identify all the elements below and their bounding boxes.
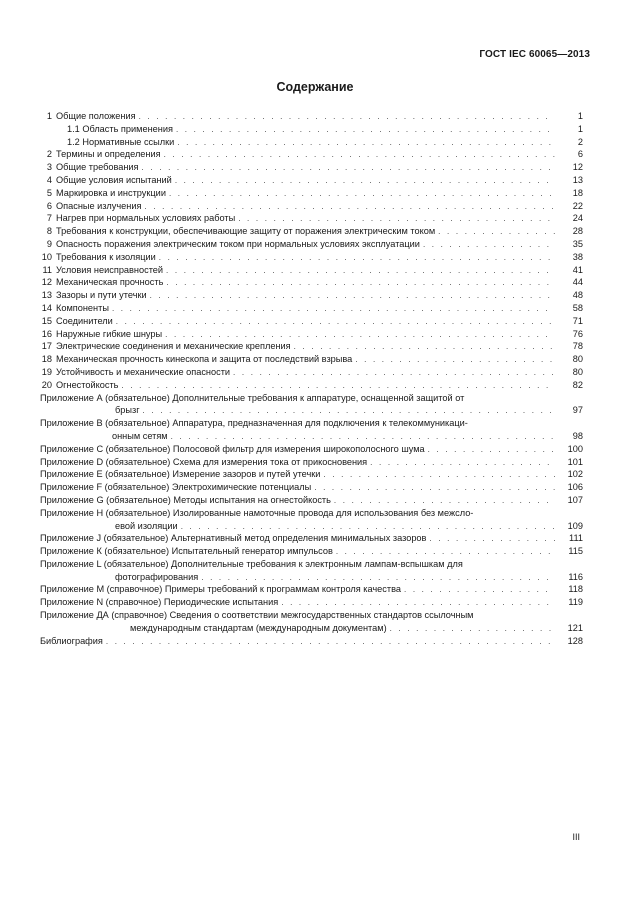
toc-entry-title: Компоненты [56, 302, 109, 313]
toc-entry-page: 24 [572, 213, 583, 224]
toc-entry-page: 71 [572, 315, 583, 326]
toc-entry-title: Огнестойкость [56, 379, 119, 390]
toc-entry-number: 9 [46, 238, 52, 249]
appendix-page: 128 [567, 635, 583, 646]
toc-entry-number: 5 [46, 187, 52, 198]
toc-entry-page: 22 [572, 200, 583, 211]
appendix-entry-continuation [40, 571, 583, 584]
appendix-title-continuation: фотографирования [115, 571, 199, 582]
appendix-title-continuation: брызг [115, 405, 140, 416]
toc-entry-number: 2 [46, 149, 52, 160]
toc-entry-page: 44 [572, 277, 583, 288]
toc-entry[interactable] [40, 148, 583, 161]
toc-entry-page: 1 [577, 111, 583, 121]
appendix-entry[interactable] [40, 558, 583, 571]
toc-entry-title: Общие требования [56, 162, 139, 173]
appendix-page: 116 [568, 571, 583, 582]
appendix-entry[interactable] [40, 392, 583, 405]
toc-entry-title: Механическая прочность кинескопа и защита от последствий взрыва [56, 354, 353, 365]
toc-entry-page: 6 [577, 149, 583, 160]
appendix-title: Приложение Н (обязательное) Изолированные намоточные провода для использования без межсло- [40, 507, 474, 518]
appendix-entry[interactable] [40, 481, 583, 494]
toc-entry[interactable] [40, 225, 583, 238]
toc-entry[interactable] [40, 251, 583, 264]
toc-entry-page: 38 [572, 251, 583, 262]
appendix-page: 111 [569, 533, 583, 544]
toc-entry[interactable] [40, 315, 583, 328]
toc-entry[interactable] [40, 187, 583, 200]
appendix-entry-continuation [40, 622, 583, 635]
toc-entry-page: 58 [572, 302, 583, 313]
toc-entry-number: 16 [41, 328, 52, 339]
toc-entry-page: 48 [572, 290, 583, 301]
appendix-page: 118 [568, 584, 583, 595]
standard-designation: ГОСТ IEC 60065—2013 [479, 49, 590, 60]
toc-entry-number: 19 [41, 366, 52, 377]
toc-entry-number: 20 [41, 379, 52, 390]
toc-entry-page: 80 [572, 354, 583, 365]
toc-entry-title: Требования к изоляции [56, 251, 156, 262]
appendix-entry[interactable] [40, 609, 583, 622]
appendix-title: Приложение G (обязательное) Методы испытания на огнестойкость [40, 494, 331, 505]
appendix-title: Приложение М (справочное) Примеры требований к программам контроля качества [40, 584, 401, 595]
toc-entry-number: 1 [46, 111, 52, 121]
appendix-page: 115 [568, 546, 583, 557]
toc-entry-title: Электрические соединения и механические крепления [56, 341, 291, 352]
toc-entry-title: Требования к конструкции, обеспечивающие защиту от поражения электрическим током [56, 226, 436, 237]
appendix-title: Приложение ДА (справочное) Сведения о соответствии межгосударственных стандартов ссылочным [40, 610, 474, 621]
appendix-entry-continuation [40, 520, 583, 533]
toc-entry[interactable] [40, 302, 583, 315]
toc-entry-title: Механическая прочность [56, 277, 164, 288]
toc-entry[interactable] [40, 366, 583, 379]
toc-entry[interactable] [40, 110, 583, 123]
appendix-title: Приложение N (справочное) Периодические испытания [40, 597, 279, 608]
toc-entry-page: 12 [572, 162, 583, 173]
toc-entry-title: 1.1 Область применения [67, 123, 173, 134]
appendix-title: Приложение В (обязательное) Аппаратура, предназначенная для подключения к телекоммуникаци- [40, 418, 468, 429]
toc-entry[interactable] [40, 340, 583, 353]
appendix-page: 106 [567, 482, 583, 493]
appendix-title: Приложение А (обязательное) Дополнительные требования к аппаратуре, оснащенной защитой от [40, 392, 465, 403]
appendix-page: 119 [568, 597, 583, 608]
appendix-entry[interactable] [40, 468, 583, 481]
toc-entry-page: 13 [572, 174, 583, 185]
toc-entry-title: Соединители [56, 315, 113, 326]
toc-entry-title: Общие условия испытаний [56, 174, 172, 185]
appendix-page: 97 [572, 405, 583, 416]
toc-entry-title: Устойчивость и механические опасности [56, 366, 231, 377]
toc-entry-title: Маркировка и инструкции [56, 187, 166, 198]
toc-entry[interactable] [40, 161, 583, 174]
appendix-title: Приложение F (обязательное) Электрохимические потенциалы [40, 482, 312, 493]
toc-entry-page: 18 [572, 187, 583, 198]
appendix-page: 102 [567, 469, 583, 480]
toc-entry-number: 17 [41, 341, 52, 352]
appendix-title: Библиография [40, 635, 103, 646]
toc-entry-title: 1.2 Нормативные ссылки [67, 136, 175, 147]
toc-entry-number: 11 [42, 264, 52, 275]
appendix-page: 101 [567, 456, 583, 467]
appendix-title: Приложение Е (обязательное) Измерение зазоров и путей утечки [40, 469, 321, 480]
toc-entry[interactable] [40, 123, 583, 136]
appendix-title: Приложение К (обязательное) Испытательный генератор импульсов [40, 546, 333, 557]
appendix-entry[interactable] [40, 456, 583, 469]
bibliography-entry[interactable] [40, 635, 583, 648]
toc-entry[interactable] [40, 379, 583, 392]
toc-entry-page: 28 [572, 226, 583, 237]
toc-entry[interactable] [40, 200, 583, 213]
toc-entry-title: Опасность поражения электрическим током при нормальных условиях эксплуатации [56, 238, 420, 249]
appendix-entry[interactable] [40, 545, 583, 558]
page-number: III [572, 832, 580, 842]
toc-entry-number: 13 [41, 290, 52, 301]
appendix-page: 107 [567, 494, 583, 505]
toc-entry-title: Условия неисправностей [56, 264, 164, 275]
toc-entry-number: 3 [46, 162, 52, 173]
toc-entry-title: Нагрев при нормальных условиях работы [56, 213, 236, 224]
toc-entry-title: Зазоры и пути утечки [56, 290, 147, 301]
appendix-entry[interactable] [40, 596, 583, 609]
appendix-page: 100 [567, 443, 583, 454]
toc-entry-number: 12 [41, 277, 52, 288]
appendix-entry[interactable] [40, 417, 583, 430]
toc-entry-page: 35 [572, 238, 583, 249]
toc-entry-page: 41 [572, 264, 583, 275]
appendix-entry[interactable] [40, 532, 583, 545]
toc-entry-title: Опасные излучения [56, 200, 142, 211]
dot-leader [106, 636, 555, 649]
toc-entry[interactable] [40, 328, 583, 341]
appendix-title: Приложение D (обязательное) Схема для измерения тока от прикосновения [40, 456, 368, 467]
appendix-title-continuation: онным сетям [112, 430, 168, 441]
appendix-page: 121 [567, 622, 583, 633]
toc-entry-page: 1 [577, 123, 583, 134]
toc-entry-number: 14 [41, 302, 52, 313]
appendix-entry[interactable] [40, 583, 583, 596]
toc-entry-number: 6 [46, 200, 52, 211]
toc-entry-title: Термины и определения [56, 149, 161, 160]
appendix-title-continuation: евой изоляции [115, 520, 178, 531]
appendix-title: Приложение С (обязательное) Полосовой фильтр для измерения широкополосного шума [40, 443, 425, 454]
appendix-entry-continuation [40, 430, 583, 443]
toc-entry-page: 76 [572, 328, 583, 339]
toc-entry[interactable] [40, 212, 583, 225]
toc-entry-page: 78 [572, 341, 583, 352]
toc-entry-page: 2 [577, 136, 583, 147]
page-title: Содержание [276, 80, 354, 94]
appendix-entry[interactable] [40, 507, 583, 520]
appendix-entry[interactable] [40, 443, 583, 456]
toc-entry-title: Наружные гибкие шнуры [56, 328, 163, 339]
toc-entry[interactable] [40, 238, 583, 251]
toc-entry-number: 10 [41, 251, 52, 262]
appendix-title: Приложение J (обязательное) Альтернативный метод определения минимальных зазоров [40, 533, 427, 544]
appendix-entry[interactable] [40, 494, 583, 507]
toc-entry[interactable] [40, 264, 583, 277]
toc-entry[interactable] [40, 353, 583, 366]
toc-entry-number: 18 [41, 354, 52, 365]
toc-entry[interactable] [40, 289, 583, 302]
toc-entry[interactable] [40, 136, 583, 149]
toc-entry-number: 4 [46, 174, 52, 185]
appendix-title-continuation: международным стандартам (международным документам) [130, 622, 387, 633]
appendix-title: Приложение L (обязательное) Дополнительные требования к электронным лампам-вспышкам для [40, 558, 463, 569]
toc-entry-title: Общие положения [56, 111, 136, 121]
toc-entry-page: 82 [572, 379, 583, 390]
toc-entry[interactable] [40, 276, 583, 289]
toc-entry-number: 7 [46, 213, 52, 224]
appendix-entry-continuation [40, 404, 583, 417]
toc-entry[interactable] [40, 174, 583, 187]
appendix-page: 98 [572, 430, 583, 441]
appendix-page: 109 [567, 520, 583, 531]
toc-entry-number: 15 [41, 315, 52, 326]
toc-entry-number: 8 [46, 226, 52, 237]
toc-entry-page: 80 [572, 366, 583, 377]
table-of-contents [40, 110, 583, 647]
